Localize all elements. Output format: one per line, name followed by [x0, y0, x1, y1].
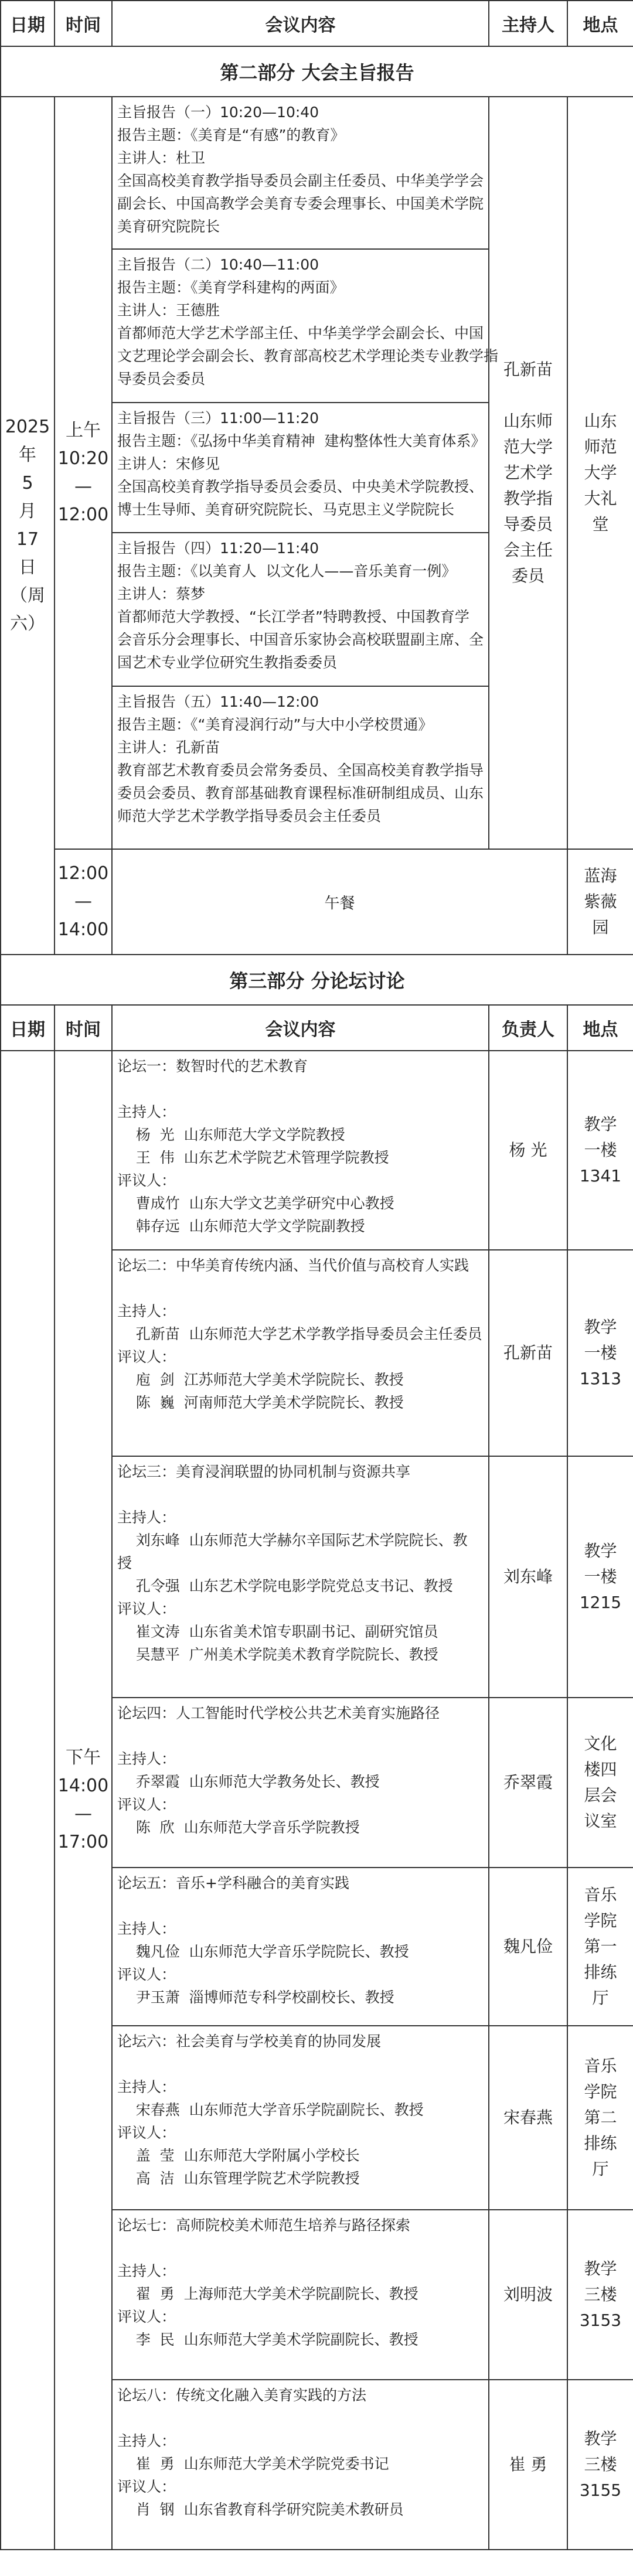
talk-line: 副会长、中国高教学会美育专委会理事长、中国美术学院: [117, 195, 484, 212]
header-row: [1, 1005, 633, 1051]
time-line: 17:00: [57, 1832, 109, 1852]
place-line: 学院: [584, 2082, 617, 2101]
place-cell: [567, 97, 633, 849]
place-line: 层会: [584, 1786, 617, 1805]
forum-host: 刘明波: [489, 2210, 567, 2380]
forum-3: [112, 1456, 489, 1698]
header-host: 负责人: [489, 1005, 567, 1051]
place-line: 教学: [584, 1541, 617, 1560]
forum-line: 评议人：: [117, 2124, 176, 2141]
forum-line: [117, 2237, 484, 2260]
forum-2: [112, 1250, 489, 1456]
place-line: 堂: [592, 514, 609, 534]
place-line: 山东: [584, 411, 617, 431]
header-time: 时间: [55, 1, 112, 46]
talk-line: 教育部艺术教育委员会常务委员、全国高校美育教学指导: [117, 762, 484, 779]
date-line: 日: [19, 557, 36, 578]
forum-line: 论坛六：社会美育与学校美育的协同发展: [117, 2033, 382, 2050]
forum-line: 孔新苗 山东师范大学艺术学教学指导委员会主任委员: [117, 1326, 482, 1342]
place-line: 第一: [584, 1937, 617, 1956]
forum-line: 主持人：: [117, 1750, 176, 1767]
time-line: 14:00: [57, 919, 109, 940]
forum-host: 宋春燕: [489, 2026, 567, 2210]
forum-line: 高 洁 山东管理学院艺术学院教授: [117, 2170, 360, 2187]
place-line: 第二: [584, 2108, 617, 2127]
forum-line: 韩存远 山东师范大学文学院副教授: [117, 1218, 365, 1235]
host-line: 艺术学: [503, 463, 553, 482]
date-line: 月: [19, 501, 36, 522]
forum-line: 崔文涛 山东省美术馆专职副书记、副研究馆员: [117, 1623, 438, 1640]
place-line: 大学: [584, 463, 617, 482]
forum-line: 曹成竹 山东大学文艺美学研究中心教授: [117, 1195, 394, 1212]
talk-line: 国艺术专业学位研究生教指委委员: [117, 654, 338, 671]
forum-line: 李 民 山东师范大学美术学院副院长、教授: [117, 2331, 418, 2348]
lunch-time-cell: [55, 849, 112, 955]
part3-title: 第三部分 分论坛讨论: [1, 955, 633, 1005]
part2-title: 第二部分 大会主旨报告: [1, 46, 633, 97]
forum-line: 肖 钢 山东省教育科学研究院美术教研员: [117, 2501, 404, 2518]
talk-line: 报告主题：《美育学科建构的两面》: [117, 279, 345, 296]
forum-8: [112, 2380, 489, 2550]
forum-line: 陈 巍 河南师范大学美术学院院长、教授: [117, 1394, 404, 1411]
talk-line: 师范大学艺术学教学指导委员会主任委员: [117, 807, 382, 824]
forum-row: [1, 1051, 633, 1250]
forum-line: 庖 剑 江苏师范大学美术学院院长、教授: [117, 1371, 404, 1388]
forum-line: 授: [117, 1555, 132, 1572]
talk-line: 会音乐分会理事长、中国音乐家协会高校联盟副主席、全: [117, 631, 484, 648]
talk-line: 主旨报告（四）11:20—11:40: [117, 540, 319, 557]
lunch-content: 午餐: [112, 849, 567, 955]
talk-5: [112, 686, 489, 849]
forum-6: [112, 2026, 489, 2210]
place-line: 一楼: [584, 1140, 617, 1160]
header-time: 时间: [55, 1005, 112, 1051]
talk-line: 博士生导师、美育研究院院长、马克思主义学院院长: [117, 501, 455, 518]
place-line: 三楼: [584, 2455, 617, 2474]
forum-7: [112, 2210, 489, 2380]
forum-line: 主持人：: [117, 1920, 176, 1937]
forum-line: 评议人：: [117, 1966, 176, 1983]
talk-line: 主讲人：蔡梦: [117, 585, 206, 602]
header-date: 日期: [1, 1005, 55, 1051]
place-line: 紫薇: [584, 892, 617, 911]
forum-line: 主持人：: [117, 1509, 176, 1526]
forum-place: [567, 1456, 633, 1698]
place-line: 1215: [579, 1593, 622, 1612]
time-line: 14:00—: [57, 1776, 109, 1824]
header-content: 会议内容: [112, 1005, 489, 1051]
afternoon-time-cell: [55, 1051, 112, 2550]
host-line: 会主任: [503, 540, 553, 560]
place-line: 三楼: [584, 2285, 617, 2304]
header-content: 会议内容: [112, 1, 489, 46]
forum-line: 主持人：: [117, 2078, 176, 2095]
place-line: 排练: [584, 2134, 617, 2153]
header-row: [1, 1, 633, 46]
host-line: [489, 383, 567, 408]
talk-line: 报告主题：《弘扬中华美育精神 建构整体性大美育体系》: [117, 432, 486, 449]
forum-place: [567, 1698, 633, 1868]
section-title-row: [1, 955, 633, 1005]
forum-line: [117, 1483, 484, 1506]
talk-line: 主旨报告（三）11:00—11:20: [117, 410, 319, 427]
place-line: 议室: [584, 1811, 617, 1831]
talk-line: 委员会委员、教育部基础教育课程标准研制组成员、山东: [117, 785, 484, 802]
forum-host: 孔新苗: [489, 1250, 567, 1456]
place-line: 大礼: [584, 489, 617, 508]
talk-1: [112, 97, 489, 249]
place-line: 3155: [579, 2480, 622, 2500]
date-line: 六）: [10, 614, 45, 634]
host-line: 导委员: [503, 514, 553, 534]
host-line: 山东师: [503, 411, 553, 431]
place-line: 教学: [584, 2429, 617, 2448]
forum-host: 杨 光: [489, 1051, 567, 1250]
header-host: 主持人: [489, 1, 567, 46]
forum-line: 评议人：: [117, 1348, 176, 1365]
forum-line: 宋春燕 山东师范大学音乐学院副院长、教授: [117, 2101, 424, 2118]
talk-line: 文艺理论学会副会长、教育部高校艺术学理论类专业教学指: [117, 347, 499, 364]
forum-host: 刘东峰: [489, 1456, 567, 1698]
forum-1: [112, 1051, 489, 1250]
forum-5: [112, 1868, 489, 2026]
morning-time-cell: [55, 97, 112, 849]
forum-line: [117, 2053, 484, 2076]
place-line: 蓝海: [584, 866, 617, 885]
talk-line: 主讲人：孔新苗: [117, 739, 220, 756]
forum-place: [567, 1250, 633, 1456]
forum-place: [567, 2210, 633, 2380]
forum-line: 主持人：: [117, 1103, 176, 1120]
forum-line: 主持人：: [117, 2432, 176, 2449]
talk-line: 美育研究院院长: [117, 218, 220, 235]
talk-3: [112, 403, 489, 533]
host-line: 委员: [511, 566, 544, 585]
place-line: 1341: [579, 1166, 622, 1185]
date-cell: [1, 97, 55, 955]
forum-line: 翟 勇 上海师范大学美术学院副院长、教授: [117, 2285, 418, 2302]
place-line: 师范: [584, 437, 617, 456]
talk-line: 报告主题：《美育是“有感”的教育》: [117, 127, 345, 144]
place-line: 一楼: [584, 1343, 617, 1362]
talk-line: 主讲人：王德胜: [117, 302, 220, 319]
host-cell: [489, 97, 567, 849]
forum-line: 刘东峰 山东师范大学赫尔辛国际艺术学院院长、教: [117, 1532, 468, 1549]
forum-line: 崔 勇 山东师范大学美术学院党委书记: [117, 2455, 389, 2472]
forum-line: 王 伟 山东艺术学院艺术管理学院教授: [117, 1149, 389, 1166]
forum-place: [567, 1051, 633, 1250]
date-line: 2025: [5, 417, 50, 437]
host-line: 范大学: [503, 437, 553, 456]
forum-line: 论坛八：传统文化融入美育实践的方法: [117, 2387, 367, 2404]
place-line: 园: [592, 918, 609, 937]
time-line: 上午: [66, 420, 101, 441]
header-date: 日期: [1, 1, 55, 46]
date-line: 年: [19, 445, 36, 465]
forum-line: [117, 1277, 484, 1300]
forum-4: [112, 1698, 489, 1868]
talk-line: 报告主题：《以美育人 以文化人——音乐美育一例》: [117, 563, 457, 580]
forum-place: [567, 1868, 633, 2026]
talk-line: 主旨报告（五）11:40—12:00: [117, 693, 319, 710]
place-line: 排练: [584, 1962, 617, 1982]
forum-line: 评议人：: [117, 2308, 176, 2325]
forum-line: 论坛三：美育浸润联盟的协同机制与资源共享: [117, 1463, 411, 1480]
talk-line: 主旨报告（二）10:40—11:00: [117, 256, 319, 273]
forum-line: 乔翠霞 山东师范大学教务处长、教授: [117, 1773, 380, 1790]
forum-line: 盖 莹 山东师范大学附属小学校长: [117, 2147, 360, 2164]
host-line: 孔新苗: [503, 360, 553, 379]
date-line: 17: [16, 529, 39, 550]
forum-host: 崔 勇: [489, 2380, 567, 2550]
talk-line: 主讲人：宋修见: [117, 455, 220, 472]
lunch-place-cell: [567, 849, 633, 955]
time-line: 12:00—: [57, 863, 109, 912]
forum-host: 魏凡俭: [489, 1868, 567, 2026]
place-line: 教学: [584, 1317, 617, 1337]
forum-line: 论坛七：高师院校美术师范生培养与路径探索: [117, 2217, 411, 2234]
forum-line: [117, 2407, 484, 2430]
host-line: 教学指: [503, 489, 553, 508]
place-line: 学院: [584, 1911, 617, 1930]
place-line: 1313: [579, 1369, 622, 1388]
place-line: 音乐: [584, 1885, 617, 1904]
forum-host: 乔翠霞: [489, 1698, 567, 1868]
place-line: 厅: [592, 2159, 609, 2179]
forum-line: 尹玉萧 淄博师范专科学校副校长、教授: [117, 1989, 394, 2006]
talk-line: 全国高校美育教学指导委员会副主任委员、中华美学学会: [117, 172, 484, 189]
header-place: 地点: [567, 1005, 633, 1051]
forum-line: 主持人：: [117, 2262, 176, 2279]
place-line: 楼四: [584, 1760, 617, 1779]
time-line: 12:00: [57, 505, 109, 525]
forum-line: 论坛一：数智时代的艺术教育: [117, 1058, 308, 1075]
date-cell-part3: [1, 1051, 55, 2550]
talk-row: [1, 97, 633, 249]
forum-line: 论坛二：中华美育传统内涵、当代价值与高校育人实践: [117, 1257, 469, 1274]
talk-line: 主旨报告（一）10:20—10:40: [117, 104, 319, 121]
date-line: 5: [22, 473, 33, 493]
forum-line: 魏凡俭 山东师范大学音乐学院院长、教授: [117, 1943, 409, 1960]
place-line: 厅: [592, 1988, 609, 2008]
talk-line: 主讲人：杜卫: [117, 149, 206, 166]
forum-line: [117, 1894, 484, 1917]
forum-line: 论坛四：人工智能时代学校公共艺术美育实施路径: [117, 1705, 440, 1722]
section-title-row: [1, 46, 633, 97]
forum-place: [567, 2026, 633, 2210]
talk-2: [112, 249, 499, 403]
talk-line: 首都师范大学艺术学部主任、中华美学学会副会长、中国: [117, 325, 484, 342]
talk-line: 首都师范大学教授、“长江学者”特聘教授、中国教育学: [117, 608, 469, 625]
forum-place: [567, 2380, 633, 2550]
talk-4: [112, 533, 489, 686]
place-line: 文化: [584, 1734, 617, 1753]
time-line: 10:20—: [57, 448, 109, 497]
forum-line: [117, 1078, 484, 1100]
talk-line: 导委员会委员: [117, 370, 206, 387]
time-line: 下午: [66, 1747, 101, 1768]
forum-line: 吴慧平 广州美术学院美术教育学院院长、教授: [117, 1646, 438, 1663]
forum-line: 陈 欣 山东师范大学音乐学院教授: [117, 1819, 360, 1836]
place-line: 教学: [584, 2259, 617, 2278]
place-line: 一楼: [584, 1567, 617, 1586]
place-line: 教学: [584, 1115, 617, 1134]
forum-line: 孔令强 山东艺术学院电影学院党总支书记、教授: [117, 1577, 453, 1594]
forum-line: 评议人：: [117, 1172, 176, 1189]
forum-line: [117, 1725, 484, 1747]
forum-line: 论坛五：音乐+学科融合的美育实践: [117, 1875, 349, 1892]
talk-line: 全国高校美育教学指导委员会委员、中央美术学院教授、: [117, 478, 484, 495]
place-line: 音乐: [584, 2056, 617, 2076]
place-line: 3153: [579, 2311, 622, 2330]
header-place: 地点: [567, 1, 633, 46]
forum-line: 杨 光 山东师范大学文学院教授: [117, 1126, 345, 1143]
talk-line: 报告主题：《“美育浸润行动”与大中小学校贯通》: [117, 716, 433, 733]
forum-line: 评议人：: [117, 1796, 176, 1813]
forum-line: 主持人：: [117, 1303, 176, 1320]
lunch-row: [1, 849, 633, 955]
date-line: （周: [10, 585, 45, 606]
forum-line: 评议人：: [117, 2478, 176, 2495]
forum-line: 评议人：: [117, 1600, 176, 1617]
